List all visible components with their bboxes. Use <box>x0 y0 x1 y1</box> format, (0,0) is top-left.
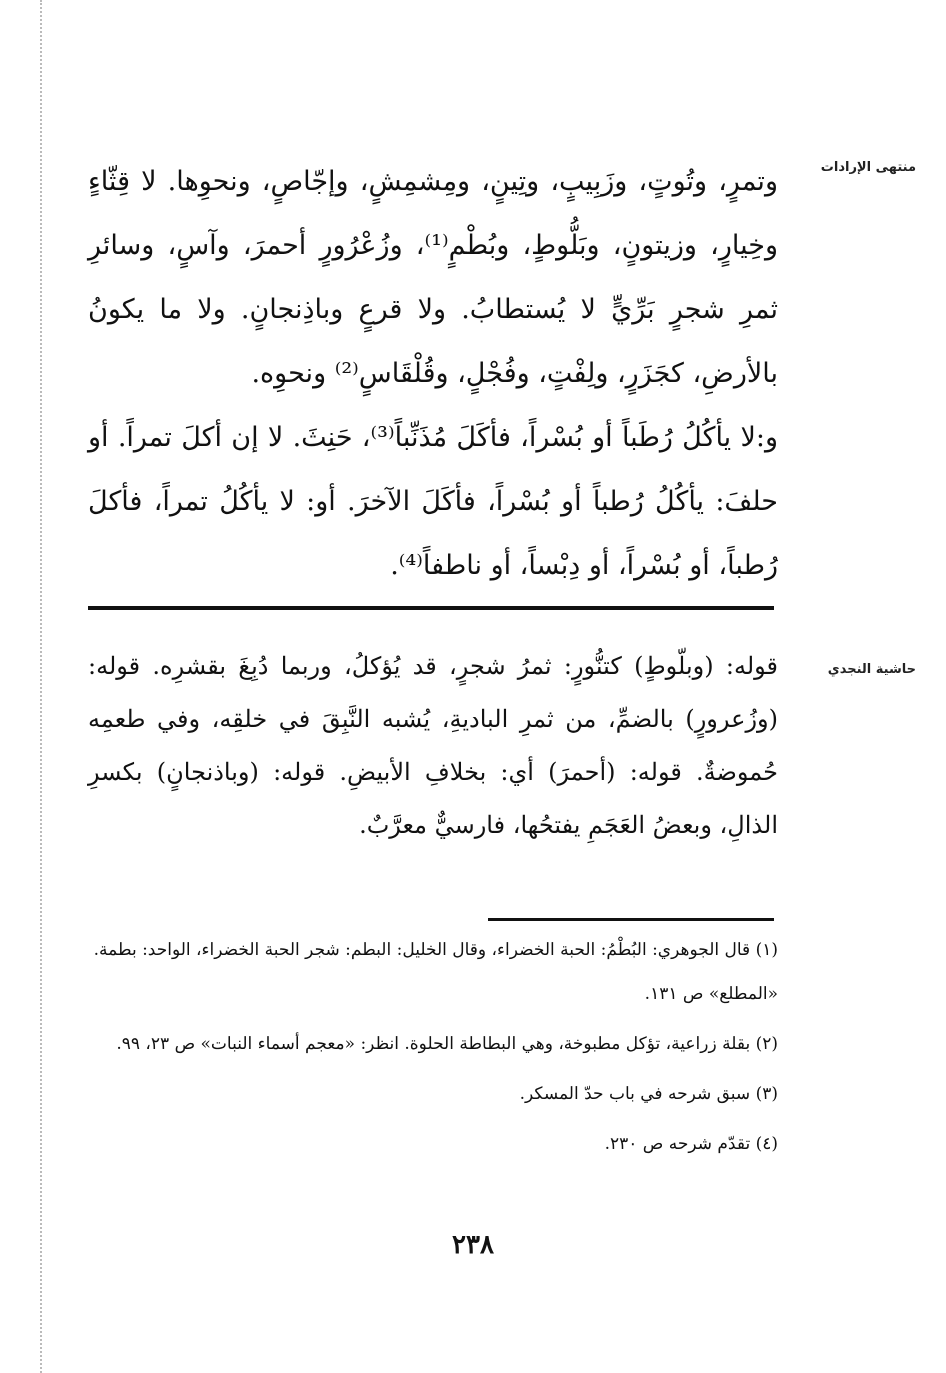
footnote-2: (٢) بقلة زراعية، تؤكل مطبوخة، وهي البطاطة الحلوة. انظر: «معجم أسماء النبات» ص ٢٣، ٩٩. <box>116 1034 778 1054</box>
footnotes-block <box>88 928 778 1172</box>
main-paragraph-2: و:لا يأكُلُ رُطَباً أو بُسْراً، فأكَلَ مُذَنِّباً⁽³⁾، حَنِثَ. لا إن أكلَ تمراً. أو حلفَ: يأكُلُ رُطباً أو بُسْراً، فأكَلَ الآخرَ. أو: لا يأكُلُ تمراً، فأكلَ رُطباً، أو بُسْراً، أو دِبْساً، أو ناطفاً⁽⁴⁾. <box>88 422 778 581</box>
commentary-paragraph: قوله: (وبلّوطٍ) كتنُّورٍ: ثمرُ شجرٍ، قد يُؤكلُ، وربما دُبِغَ بقشرِه. قوله: (وزُعرورٍ) بالضمِّ، من ثمرِ الباديةِ، يُشبه النَّبِقَ في خلقِه، وفي طعمِه حُموضةٌ. قوله: (أحمرَ) أي: بخلافِ الأبيضِ. قوله: (وباذنجانٍ) بكسرِ الذالِ، وبعضُ العَجَمِ يفتحُها، فارسيٌّ معرَّبٌ. <box>88 652 778 839</box>
section-divider <box>88 606 774 610</box>
page-edge-dotted-line <box>40 0 42 1373</box>
main-paragraph-1: وتمرٍ، وتُوتٍ، وزَبِيبٍ، وتِينٍ، ومِشمِشٍ، وإجّاصٍ، ونحوِها. لا قِثّاءٍ وخِيارٍ، وزيتونٍ، وبَلُّوطٍ، وبُطْمٍ⁽¹⁾، وزُعْرُورٍ أحمرَ، وآسٍ، وسائرِ ثمرِ شجرٍ بَرِّيٍّ لا يُستطابُ. ولا قرعٍ وباذِنجانٍ. ولا ما يكونُ بالأرضِ، كجَزَرٍ، ولِفْتٍ، وفُجْلٍ، وقُلْقَاسٍ⁽²⁾ ونحوِه. <box>88 166 779 389</box>
footnote-3: (٣) سبق شرحه في باب حدّ المسكر. <box>519 1084 778 1104</box>
page-number: ٢٣٨ <box>452 1230 494 1260</box>
book-title-margin-label: منتهى الإرادات <box>820 160 916 175</box>
footnote-1: (١) قال الجوهري: البُطْمُ: الحبة الخضراء، وقال الخليل: البطم: شجر الحبة الخضراء، الواحد: بطمة. «المطلع» ص ١٣١. <box>93 940 778 1004</box>
footnote-4: (٤) تقدّم شرحه ص ٢٣٠. <box>604 1134 778 1154</box>
main-text-block <box>88 150 778 598</box>
commentary-title-margin-label: حاشية النجدي <box>827 662 916 677</box>
footnote-divider <box>488 918 774 921</box>
commentary-block <box>88 640 778 852</box>
